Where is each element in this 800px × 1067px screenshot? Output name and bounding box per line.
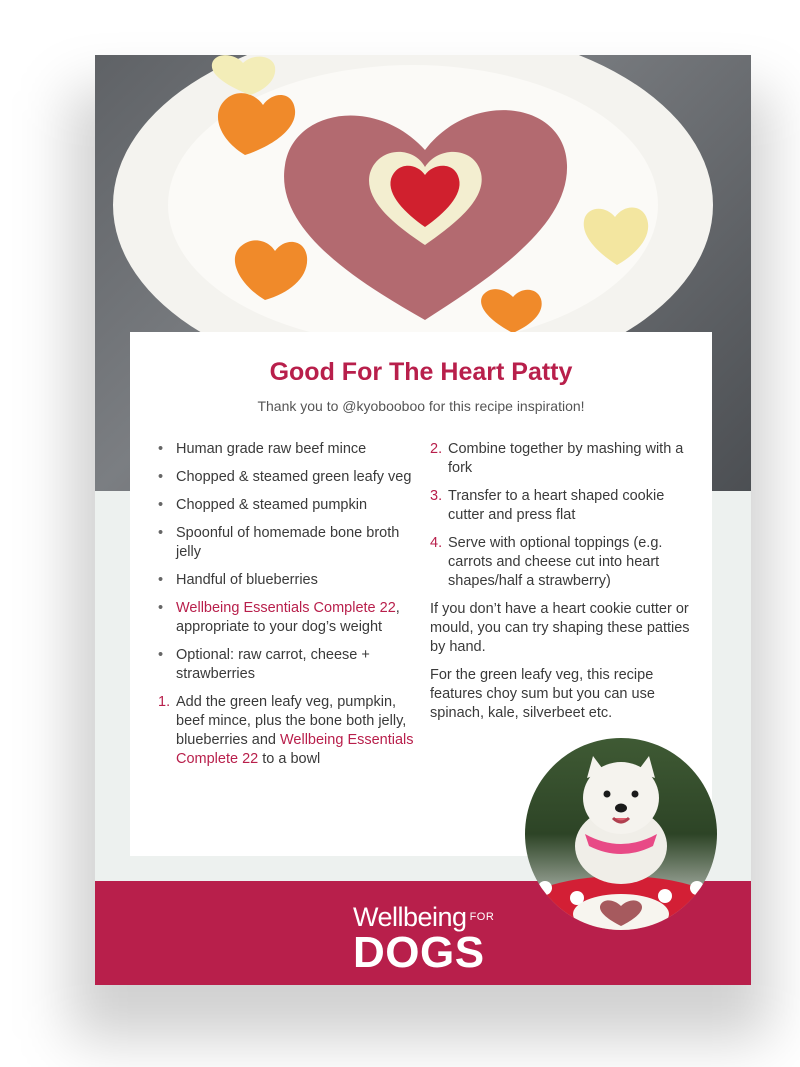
ingredient-item: • Spoonful of homemade bone broth jelly	[158, 525, 400, 560]
note-paragraph: If you don’t have a heart cookie cutter or mould, you can try shaping these patties by hand.	[430, 601, 690, 655]
step-number: 4.	[430, 535, 443, 551]
wellbeing-for-dogs-logo	[353, 903, 533, 975]
step-number: 2.	[430, 441, 443, 457]
step-item: 4. Serve with optional toppings (e.g. carrots and cheese cut into heart shapes/half a strawberry)	[430, 535, 663, 589]
ingredient-item: • Human grade raw beef mince	[158, 441, 367, 457]
logo-line-1: Wellbeing	[353, 902, 467, 932]
ingredient-item: • Chopped & steamed pumpkin	[158, 497, 368, 513]
ingredient-item: • Handful of blueberries	[158, 572, 318, 588]
recipe-title: Good For The Heart Patty	[269, 358, 573, 386]
step-number: 3.	[430, 488, 443, 504]
bullet-icon: •	[158, 497, 164, 513]
steps-column	[430, 440, 692, 732]
bullet-icon: •	[158, 600, 164, 616]
bullet-icon: •	[158, 572, 164, 588]
recipe-subtitle: Thank you to @kyobooboo for this recipe inspiration!	[257, 398, 585, 414]
ingredients-column	[158, 440, 420, 778]
ingredient-item-optional: • Optional: raw carrot, cheese + strawberries	[158, 647, 370, 682]
bullet-icon: •	[158, 469, 164, 485]
ingredient-item-supplement: • Wellbeing Essentials Complete 22, appropriate to your dog’s weight	[158, 600, 400, 635]
supplement-link[interactable]: Wellbeing Essentials Complete 22	[176, 732, 414, 767]
bullet-icon: •	[158, 525, 164, 541]
step-item: 1. Add the green leafy veg, pumpkin, beef mince, plus the bone both jelly, blueberries and Wellbeing Essentials Complete 22 to a bowl	[158, 694, 414, 767]
logo-for-text: FOR	[469, 911, 495, 923]
note-paragraph: For the green leafy veg, this recipe features choy sum but you can use spinach, kale, silverbeet etc.	[430, 667, 655, 721]
logo-line-2: DOGS	[353, 928, 485, 977]
bullet-icon: •	[158, 441, 164, 457]
ingredient-item: • Chopped & steamed green leafy veg	[158, 469, 412, 485]
step-item: 2. Combine together by mashing with a fork	[430, 441, 684, 476]
step-item: 3. Transfer to a heart shaped cookie cutter and press flat	[430, 488, 665, 523]
bullet-icon: •	[158, 647, 164, 663]
dog-photo	[525, 738, 717, 930]
supplement-link[interactable]: Wellbeing Essentials Complete 22	[176, 600, 396, 616]
step-number: 1.	[158, 694, 171, 710]
